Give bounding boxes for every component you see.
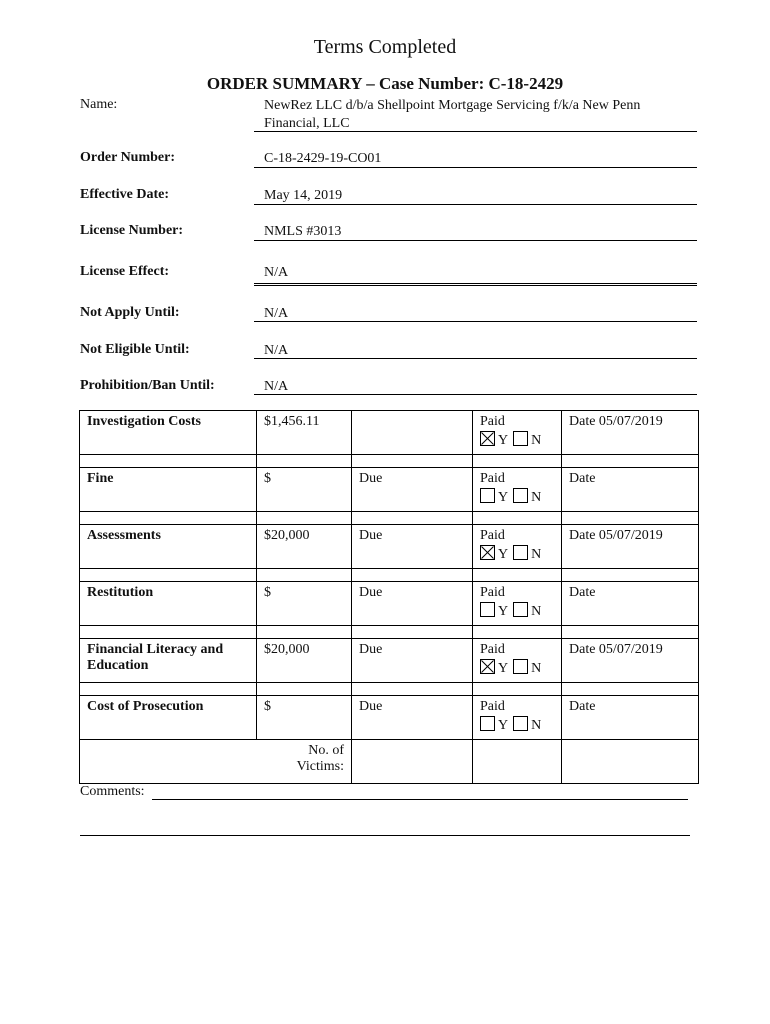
date-cell: Date 05/07/2019: [562, 639, 699, 683]
spacer-cell: [257, 626, 352, 639]
spacer-cell: [562, 683, 699, 696]
effective-date-value: May 14, 2019: [264, 188, 343, 203]
date-cell: Date 05/07/2019: [562, 411, 699, 455]
victims-label-line-1: No. of: [308, 743, 344, 758]
paid-no-label: N: [531, 433, 542, 448]
payments-table-body: [80, 411, 699, 784]
paid-yes-no-group: [480, 716, 554, 734]
spacer-cell: [80, 569, 257, 582]
paid-no-label: N: [531, 661, 542, 676]
paid-yes-checkbox[interactable]: [480, 602, 495, 617]
spacer-cell: [562, 512, 699, 525]
spacer-cell: [473, 626, 562, 639]
victims-row: [80, 740, 699, 784]
spacer-cell: [257, 683, 352, 696]
paid-yes-checkbox[interactable]: [480, 545, 495, 560]
victims-label-line-2: Victims:: [296, 759, 344, 774]
paid-cell: [473, 525, 562, 569]
prohibition-ban-until-label: Prohibition/Ban Until:: [80, 378, 215, 393]
paid-yes-checkbox[interactable]: [480, 659, 495, 674]
comments-label: Comments:: [80, 784, 145, 799]
paid-yes-label: Y: [498, 604, 509, 619]
spacer-cell: [562, 569, 699, 582]
paid-no-checkbox[interactable]: [513, 602, 528, 617]
spacer-cell: [562, 455, 699, 468]
paid-yes-no-group: [480, 431, 554, 449]
amount-cell: $: [257, 582, 352, 626]
date-cell: Date: [562, 582, 699, 626]
name-value-line-1: NewRez LLC d/b/a Shellpoint Mortgage Servicing f/k/a New Penn: [264, 98, 641, 113]
table-spacer-row: [80, 569, 699, 582]
due-cell: Due: [352, 468, 473, 512]
page-title: Terms Completed: [313, 36, 457, 58]
order-number-underline: [254, 167, 697, 168]
order-number-label: Order Number:: [80, 150, 175, 165]
spacer-cell: [352, 512, 473, 525]
spacer-cell: [80, 683, 257, 696]
paid-cell: [473, 411, 562, 455]
spacer-cell: [562, 626, 699, 639]
order-number-value: C-18-2429-19-CO01: [264, 151, 382, 166]
victims-empty-cell: [352, 740, 473, 784]
victims-empty-cell: [473, 740, 562, 784]
order-summary-heading: ORDER SUMMARY – Case Number: C-18-2429: [206, 74, 564, 93]
due-cell: Due: [352, 639, 473, 683]
payments-table: [79, 410, 699, 784]
license-number-label: License Number:: [80, 223, 184, 238]
paid-no-label: N: [531, 490, 542, 505]
name-label: Name:: [80, 97, 118, 112]
spacer-cell: [80, 626, 257, 639]
license-number-underline: [254, 240, 697, 241]
paid-yes-checkbox[interactable]: [480, 488, 495, 503]
paid-yes-no-group: [480, 602, 554, 620]
table-spacer-row: [80, 626, 699, 639]
spacer-cell: [80, 512, 257, 525]
prohibition-ban-until-underline: [254, 394, 697, 395]
due-cell: Due: [352, 582, 473, 626]
table-spacer-row: [80, 683, 699, 696]
item-name-cell: Cost of Prosecution: [80, 696, 257, 740]
comments-line-1[interactable]: [152, 799, 688, 800]
due-cell: Due: [352, 696, 473, 740]
paid-no-label: N: [531, 547, 542, 562]
victims-empty-cell: [562, 740, 699, 784]
effective-date-label: Effective Date:: [80, 187, 170, 202]
date-cell: Date 05/07/2019: [562, 525, 699, 569]
spacer-cell: [352, 626, 473, 639]
table-row: [80, 525, 699, 569]
paid-yes-no-group: [480, 659, 554, 677]
not-apply-until-value: N/A: [264, 306, 289, 321]
item-name-cell: Fine: [80, 468, 257, 512]
paid-no-checkbox[interactable]: [513, 431, 528, 446]
name-underline: [254, 131, 697, 132]
license-number-value: NMLS #3013: [264, 224, 342, 239]
spacer-cell: [80, 455, 257, 468]
name-value-line-2: Financial, LLC: [264, 116, 350, 131]
table-row: [80, 411, 699, 455]
spacer-cell: [473, 455, 562, 468]
effective-date-underline: [254, 204, 697, 205]
amount-cell: $1,456.11: [257, 411, 352, 455]
paid-yes-checkbox[interactable]: [480, 431, 495, 446]
table-spacer-row: [80, 455, 699, 468]
amount-cell: $20,000: [257, 525, 352, 569]
spacer-cell: [352, 683, 473, 696]
paid-label: Paid: [480, 414, 505, 429]
spacer-cell: [257, 569, 352, 582]
spacer-cell: [257, 455, 352, 468]
not-eligible-until-label: Not Eligible Until:: [80, 342, 190, 357]
amount-cell: $: [257, 468, 352, 512]
due-cell: [352, 411, 473, 455]
table-row: [80, 468, 699, 512]
not-eligible-until-value: N/A: [264, 343, 289, 358]
paid-label: Paid: [480, 642, 505, 657]
license-effect-value: N/A: [264, 265, 289, 280]
date-cell: Date: [562, 468, 699, 512]
paid-yes-label: Y: [498, 718, 509, 733]
not-eligible-until-underline: [254, 358, 697, 359]
paid-no-checkbox[interactable]: [513, 716, 528, 731]
paid-yes-label: Y: [498, 433, 509, 448]
paid-yes-label: Y: [498, 547, 509, 562]
paid-label: Paid: [480, 699, 505, 714]
amount-cell: $: [257, 696, 352, 740]
paid-cell: [473, 582, 562, 626]
paid-no-checkbox[interactable]: [513, 659, 528, 674]
amount-cell: $20,000: [257, 639, 352, 683]
paid-cell: [473, 696, 562, 740]
spacer-cell: [473, 512, 562, 525]
paid-no-label: N: [531, 604, 542, 619]
license-effect-label: License Effect:: [80, 264, 170, 279]
not-apply-until-label: Not Apply Until:: [80, 305, 180, 320]
comments-line-2[interactable]: [80, 835, 690, 836]
spacer-cell: [473, 683, 562, 696]
item-name-cell: Restitution: [80, 582, 257, 626]
spacer-cell: [473, 569, 562, 582]
date-cell: Date: [562, 696, 699, 740]
item-name-cell: Investigation Costs: [80, 411, 257, 455]
victims-label-cell: [80, 740, 352, 784]
table-row: [80, 696, 699, 740]
paid-label: Paid: [480, 471, 505, 486]
item-name-cell: Financial Literacy and Education: [80, 639, 257, 683]
paid-yes-no-group: [480, 545, 554, 563]
spacer-cell: [257, 512, 352, 525]
paid-no-checkbox[interactable]: [513, 488, 528, 503]
table-row: [80, 582, 699, 626]
spacer-cell: [352, 569, 473, 582]
paid-yes-checkbox[interactable]: [480, 716, 495, 731]
paid-no-label: N: [531, 718, 542, 733]
paid-yes-no-group: [480, 488, 554, 506]
not-apply-until-underline: [254, 321, 697, 322]
paid-label: Paid: [480, 528, 505, 543]
paid-label: Paid: [480, 585, 505, 600]
spacer-cell: [352, 455, 473, 468]
prohibition-ban-until-value: N/A: [264, 379, 289, 394]
paid-cell: [473, 468, 562, 512]
paid-yes-label: Y: [498, 661, 509, 676]
paid-no-checkbox[interactable]: [513, 545, 528, 560]
paid-cell: [473, 639, 562, 683]
table-spacer-row: [80, 512, 699, 525]
table-row: [80, 639, 699, 683]
paid-yes-label: Y: [498, 490, 509, 505]
item-name-cell: Assessments: [80, 525, 257, 569]
due-cell: Due: [352, 525, 473, 569]
license-effect-underline: [254, 283, 697, 286]
